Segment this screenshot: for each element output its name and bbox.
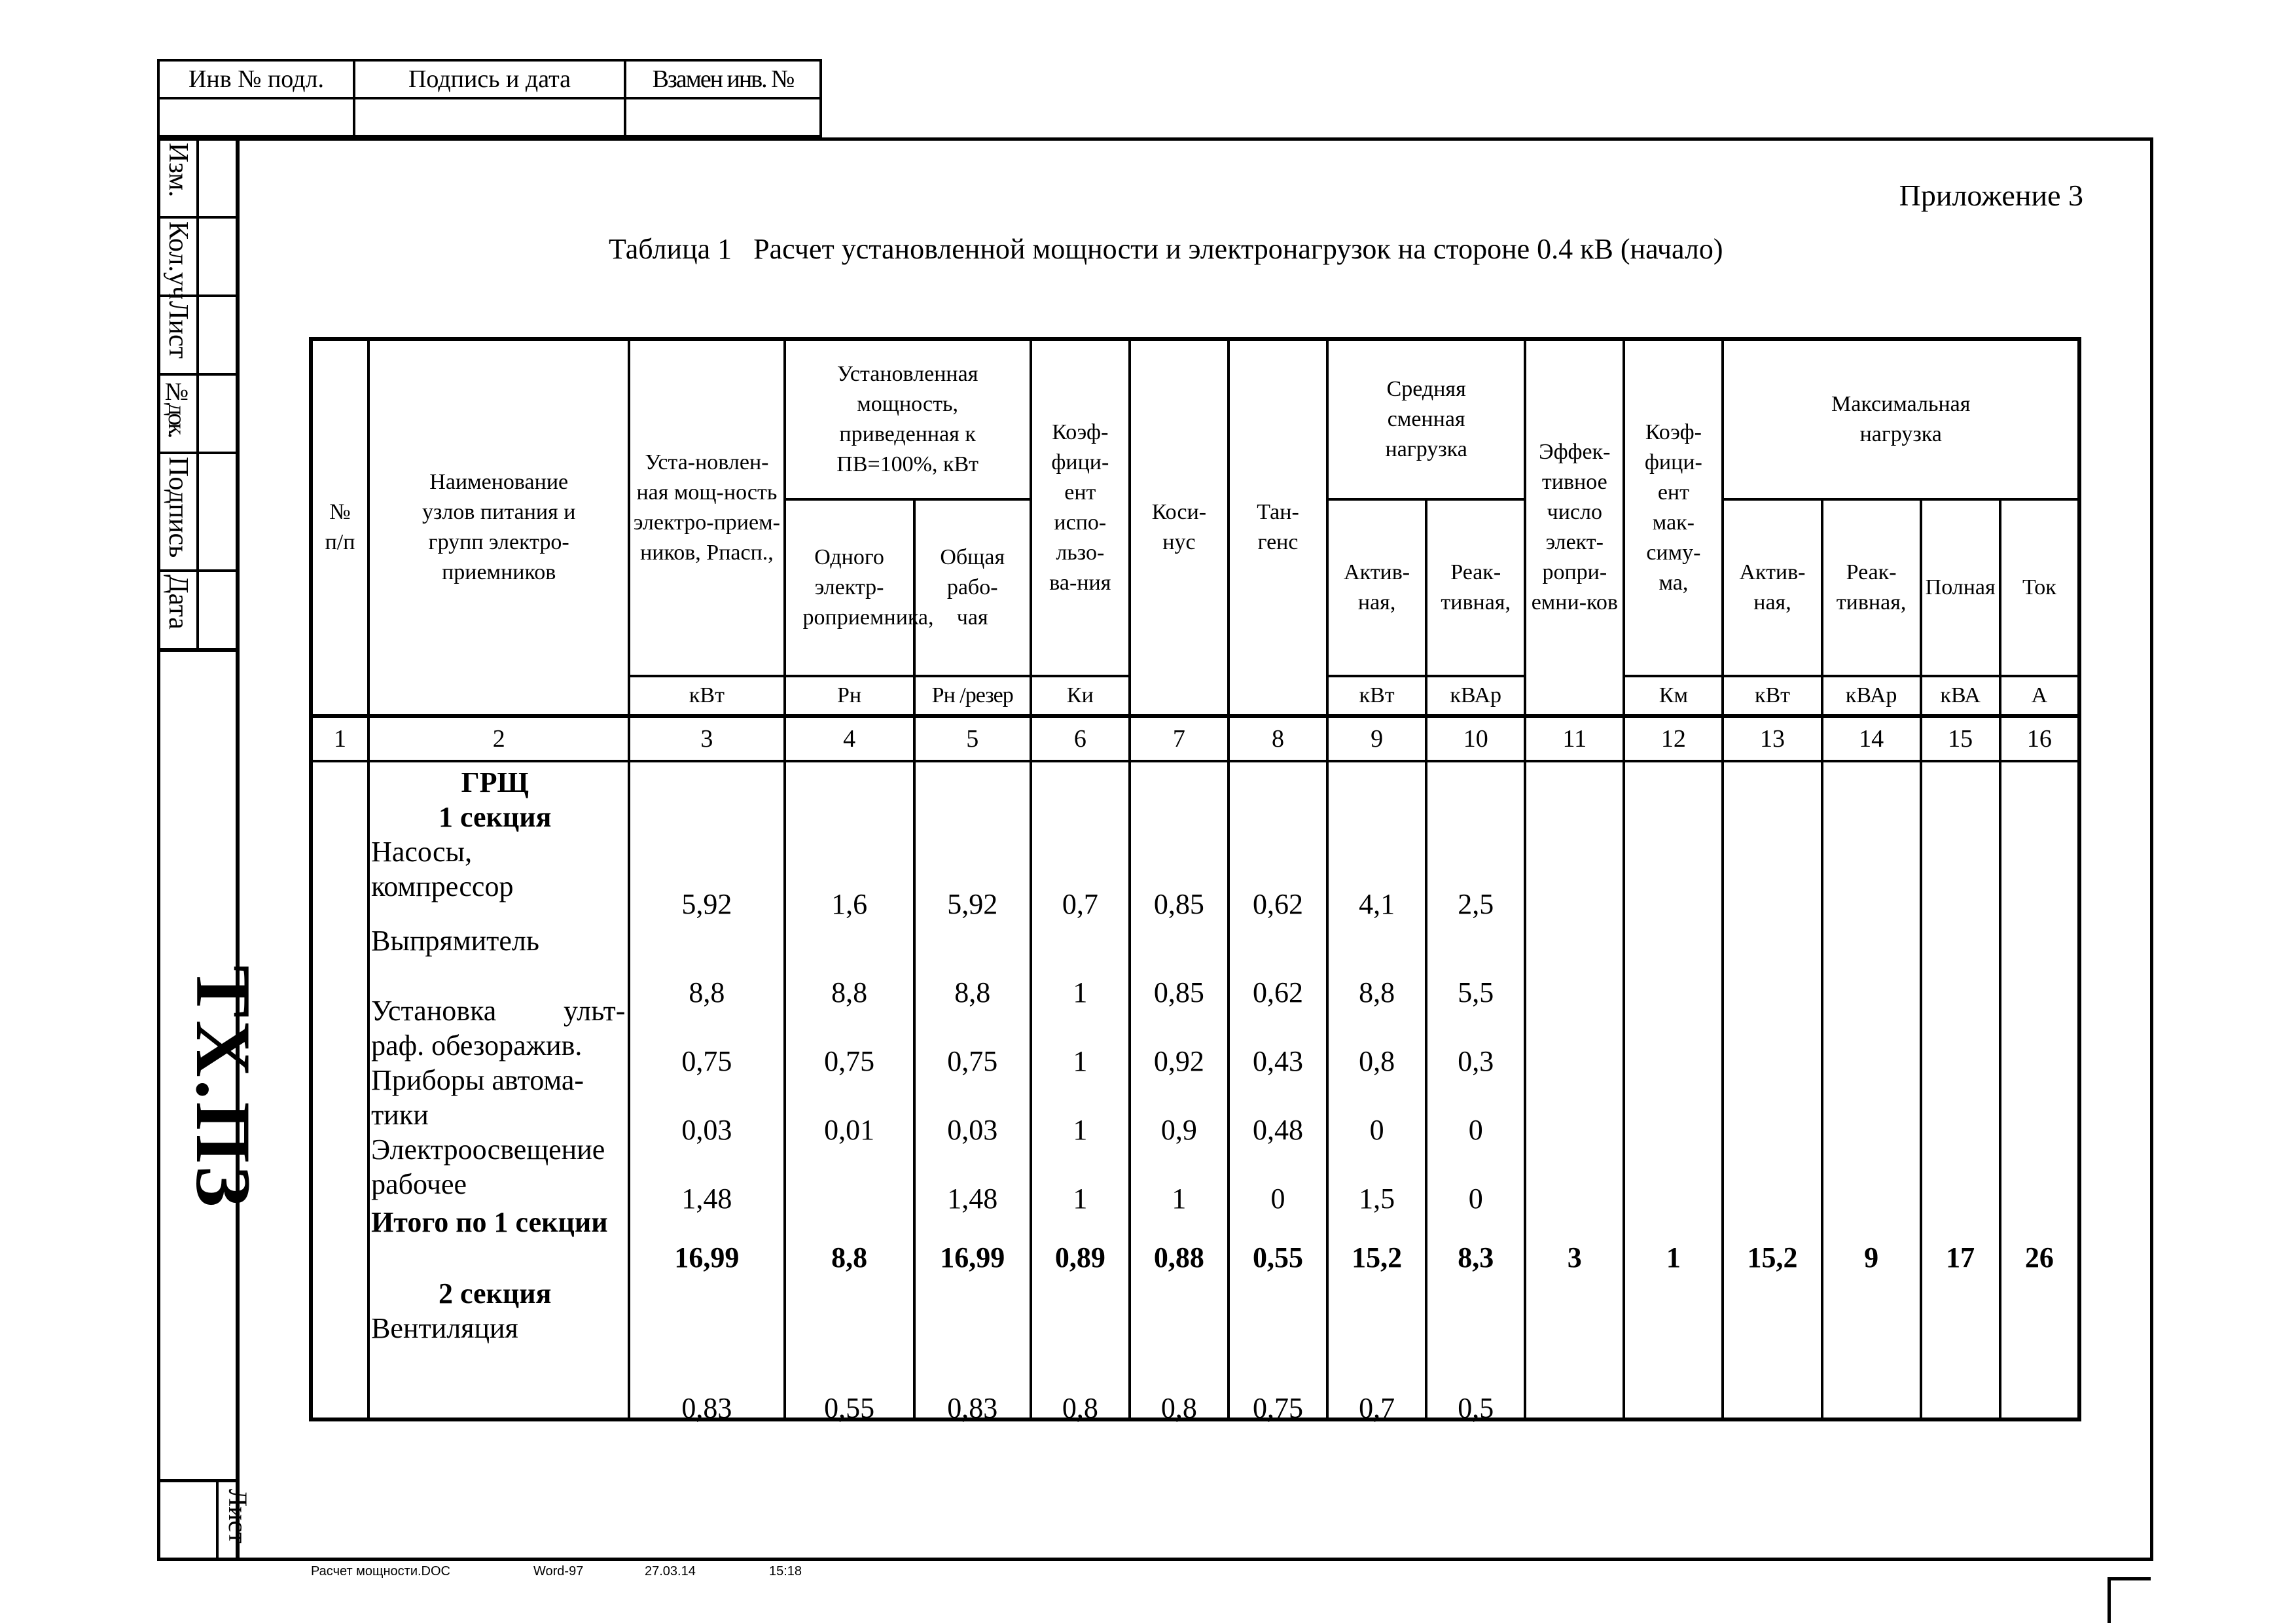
value-cell: 0,48 xyxy=(1253,1114,1304,1146)
hdr-tg: Тан-генс xyxy=(1229,339,1327,716)
footer-file: Расчет мощности.DOC xyxy=(311,1564,450,1578)
col-number: 3 xyxy=(629,716,784,761)
col-current-values xyxy=(2000,761,2079,1419)
value-cell: 0,7 xyxy=(1359,1392,1395,1424)
unit: кВАр xyxy=(1426,676,1525,716)
col-tg-values xyxy=(1229,761,1327,1424)
col-reactive-max-values xyxy=(1822,761,1921,1419)
hdr-avg-load: Средняя сменная нагрузка xyxy=(1327,339,1525,499)
row-name: Электроосвещение xyxy=(371,1133,605,1166)
section-1-label: 1 секция xyxy=(438,801,552,833)
value-cell: 5,5 xyxy=(1458,976,1494,1008)
hdr-current: Ток xyxy=(2000,499,2079,676)
total-value: 8,3 xyxy=(1458,1241,1494,1274)
value-cell: 0,7 xyxy=(1062,888,1098,920)
total-value: 15,2 xyxy=(1352,1241,1403,1274)
total-value: 9 xyxy=(1864,1241,1879,1274)
col-number: 15 xyxy=(1921,716,2000,761)
value-cell: 0 xyxy=(1270,1183,1285,1215)
hdr-active-max: Актив-ная, xyxy=(1723,499,1821,676)
value-cell: 1 xyxy=(1073,976,1088,1008)
total-value: 15,2 xyxy=(1747,1241,1798,1274)
col-number: 9 xyxy=(1327,716,1426,761)
value-cell: 0,9 xyxy=(1160,1114,1197,1146)
row-name: компрессор xyxy=(371,870,514,902)
value-cell: 0,03 xyxy=(947,1114,998,1146)
col-number: 7 xyxy=(1130,716,1229,761)
value-cell: 0,85 xyxy=(1153,976,1204,1008)
hdr-installed: Уста-новлен-ная мощ-ность электро-прием-ников, Рпасп., xyxy=(629,339,784,676)
row-name: рабочее xyxy=(371,1168,467,1200)
corner-mark xyxy=(2108,1577,2151,1580)
hdr-max-load: Максимальная нагрузка xyxy=(1723,339,2079,499)
stamp-inv-podl-value xyxy=(158,98,354,136)
value-cell: 0,92 xyxy=(1153,1045,1204,1077)
table-title: Таблица 1 Расчет установленной мощности и электронагрузок на стороне 0.4 кВ (начало) xyxy=(609,233,1723,265)
row-name: Насосы, xyxy=(371,836,473,868)
total-value: 0,88 xyxy=(1153,1241,1204,1274)
unit: Ки xyxy=(1031,676,1130,716)
hdr-one-receiver: Одного электр-роприемника, xyxy=(785,499,914,676)
hdr-name: Наименование узлов питания и групп электро-приемников xyxy=(368,339,629,716)
total-value: 16,99 xyxy=(940,1241,1005,1274)
cell-names xyxy=(368,761,629,1419)
col-number: 13 xyxy=(1723,716,1821,761)
col-number: 4 xyxy=(785,716,914,761)
value-cell: 4,1 xyxy=(1359,888,1395,920)
value-cell: 0,62 xyxy=(1253,888,1304,920)
hdr-neff: Эффек-тивное число элект-ропри-емни-ков xyxy=(1525,339,1624,716)
value-cell: 0,8 xyxy=(1160,1392,1197,1424)
value-cell: 1 xyxy=(1073,1045,1088,1077)
stamp-podpis-data: Подпись и дата xyxy=(354,60,625,98)
document-code: ТХ.ПЗ xyxy=(180,965,267,1210)
row-name: Вентиляция xyxy=(371,1312,518,1344)
appendix-label: Приложение 3 xyxy=(1899,179,2083,212)
value-cell: 1,48 xyxy=(681,1183,732,1215)
total-value: 3 xyxy=(1567,1241,1582,1274)
hdr-ki: Коэф-фици-ент испо-льзо-ва-ния xyxy=(1031,339,1130,676)
value-cell: 0,75 xyxy=(1253,1392,1304,1424)
hdr-total-working: Общая рабо-чая xyxy=(914,499,1031,676)
unit: Рн /резер xyxy=(914,676,1031,716)
calc-table xyxy=(309,337,2081,1424)
hdr-km: Коэф-фици-ент мак-симу-ма, xyxy=(1624,339,1723,676)
value-cell: 0,83 xyxy=(681,1392,732,1424)
value-cell: 0,75 xyxy=(824,1045,875,1077)
left-stamp xyxy=(157,137,276,1561)
stamp-koluch: Кол.уч xyxy=(163,221,193,300)
col-number: 2 xyxy=(368,716,629,761)
cell-num xyxy=(311,761,368,1419)
value-cell: 0,8 xyxy=(1062,1392,1098,1424)
row-name-part: ульт- xyxy=(564,995,626,1027)
value-cell: 1 xyxy=(1073,1183,1088,1215)
hdr-full-max: Полная xyxy=(1921,499,2000,676)
total-value: 0,89 xyxy=(1054,1241,1105,1274)
value-cell: 8,8 xyxy=(1359,976,1395,1008)
value-cell: 5,92 xyxy=(947,888,998,920)
unit: кВт xyxy=(1723,676,1821,716)
col-active-avg-values xyxy=(1327,761,1426,1424)
unit: кВт xyxy=(1327,676,1426,716)
col-number: 14 xyxy=(1822,716,1921,761)
total-value: 1 xyxy=(1666,1241,1681,1274)
stamp-izm: Изм. xyxy=(163,143,193,198)
value-cell: 1 xyxy=(1073,1114,1088,1146)
col-number: 10 xyxy=(1426,716,1525,761)
stamp-ndok: №док. xyxy=(163,378,190,437)
hdr-active-avg: Актив-ная, xyxy=(1327,499,1426,676)
col-reactive-avg-values xyxy=(1426,761,1525,1424)
total-value: 0,55 xyxy=(1253,1241,1304,1274)
value-cell: 0 xyxy=(1369,1114,1384,1146)
value-cell: 0,62 xyxy=(1253,976,1304,1008)
unit: кВт xyxy=(629,676,784,716)
col-number: 5 xyxy=(914,716,1031,761)
total-value: 8,8 xyxy=(831,1241,868,1274)
total-value: 16,99 xyxy=(674,1241,740,1274)
hdr-reactive-avg: Реак-тивная, xyxy=(1426,499,1525,676)
unit: кВА xyxy=(1921,676,2000,716)
group-grsch: ГРЩ xyxy=(461,766,529,798)
stamp-list: Лист xyxy=(163,301,193,359)
hdr-cos: Коси-нус xyxy=(1130,339,1229,716)
unit: Км xyxy=(1624,676,1723,716)
row-name xyxy=(371,993,625,1028)
value-cell: 1 xyxy=(1172,1183,1187,1215)
top-stamp xyxy=(157,59,822,137)
col-full-max-values xyxy=(1921,761,2000,1419)
col-number: 11 xyxy=(1525,716,1624,761)
col-installed-values xyxy=(629,761,784,1424)
col-active-max-values xyxy=(1723,761,1821,1419)
value-cell: 0,03 xyxy=(681,1114,732,1146)
col-ki-values xyxy=(1031,761,1130,1424)
value-cell: 0,3 xyxy=(1458,1045,1494,1077)
footer-date: 27.03.14 xyxy=(645,1564,696,1578)
row-name: Выпрямитель xyxy=(371,925,539,957)
total-name: Итого по 1 секции xyxy=(371,1206,608,1238)
value-cell: 1,6 xyxy=(831,888,868,920)
value-cell: 8,8 xyxy=(689,976,725,1008)
value-cell: 0,8 xyxy=(1359,1045,1395,1077)
total-value: 17 xyxy=(1946,1241,1975,1274)
row-name: раф. обезоражив. xyxy=(371,1029,583,1061)
corner-mark xyxy=(2108,1577,2111,1623)
value-cell: 0,43 xyxy=(1253,1045,1304,1077)
value-cell: 1,5 xyxy=(1359,1183,1395,1215)
col-number: 8 xyxy=(1229,716,1327,761)
stamp-inv-podl: Инв № подл. xyxy=(158,60,354,98)
value-cell: 0,01 xyxy=(824,1114,875,1146)
stamp-vzamen-value xyxy=(625,98,821,136)
value-cell: 2,5 xyxy=(1458,888,1494,920)
unit: Рн xyxy=(785,676,914,716)
value-cell: 0 xyxy=(1468,1183,1483,1215)
col-number: 1 xyxy=(311,716,368,761)
footer-app: Word-97 xyxy=(533,1564,584,1578)
col-neff-values xyxy=(1525,761,1624,1419)
hdr-reactive-max: Реак-тивная, xyxy=(1822,499,1921,676)
value-cell: 0,5 xyxy=(1458,1392,1494,1424)
value-cell: 0,75 xyxy=(947,1045,998,1077)
col-number: 12 xyxy=(1624,716,1723,761)
value-cell: 0,75 xyxy=(681,1045,732,1077)
col-one-receiver-values xyxy=(785,761,914,1424)
col-cos-values xyxy=(1130,761,1229,1424)
stamp-podpis: Подпись xyxy=(163,457,193,558)
value-cell: 0,55 xyxy=(824,1392,875,1424)
col-number: 16 xyxy=(2000,716,2079,761)
hdr-num: № п/п xyxy=(311,339,368,716)
col-number: 6 xyxy=(1031,716,1130,761)
footer-time: 15:18 xyxy=(769,1564,802,1578)
unit: кВАр xyxy=(1822,676,1921,716)
value-cell: 0,83 xyxy=(947,1392,998,1424)
value-cell: 8,8 xyxy=(831,976,868,1008)
value-cell: 0 xyxy=(1468,1114,1483,1146)
section-2-label: 2 секция xyxy=(438,1277,552,1310)
stamp-data: Дата xyxy=(163,575,193,630)
row-name: тики xyxy=(371,1099,429,1131)
row-name: Приборы автома- xyxy=(371,1064,584,1096)
hdr-installed-pv: Установленная мощность, приведенная к ПВ=100%, кВт xyxy=(785,339,1031,499)
col-km-values xyxy=(1624,761,1723,1419)
value-cell: 5,92 xyxy=(681,888,732,920)
value-cell: 0,85 xyxy=(1153,888,1204,920)
value-cell: 8,8 xyxy=(954,976,991,1008)
row-name-part: Установка xyxy=(371,995,497,1027)
col-total-working-values xyxy=(914,761,1031,1424)
stamp-vzamen: Взамен инв. № xyxy=(625,60,821,98)
total-value: 26 xyxy=(2024,1241,2054,1274)
stamp-sheet: Лист xyxy=(223,1489,253,1544)
stamp-podpis-data-value xyxy=(354,98,625,136)
unit: А xyxy=(2000,676,2079,716)
value-cell: 1,48 xyxy=(947,1183,998,1215)
